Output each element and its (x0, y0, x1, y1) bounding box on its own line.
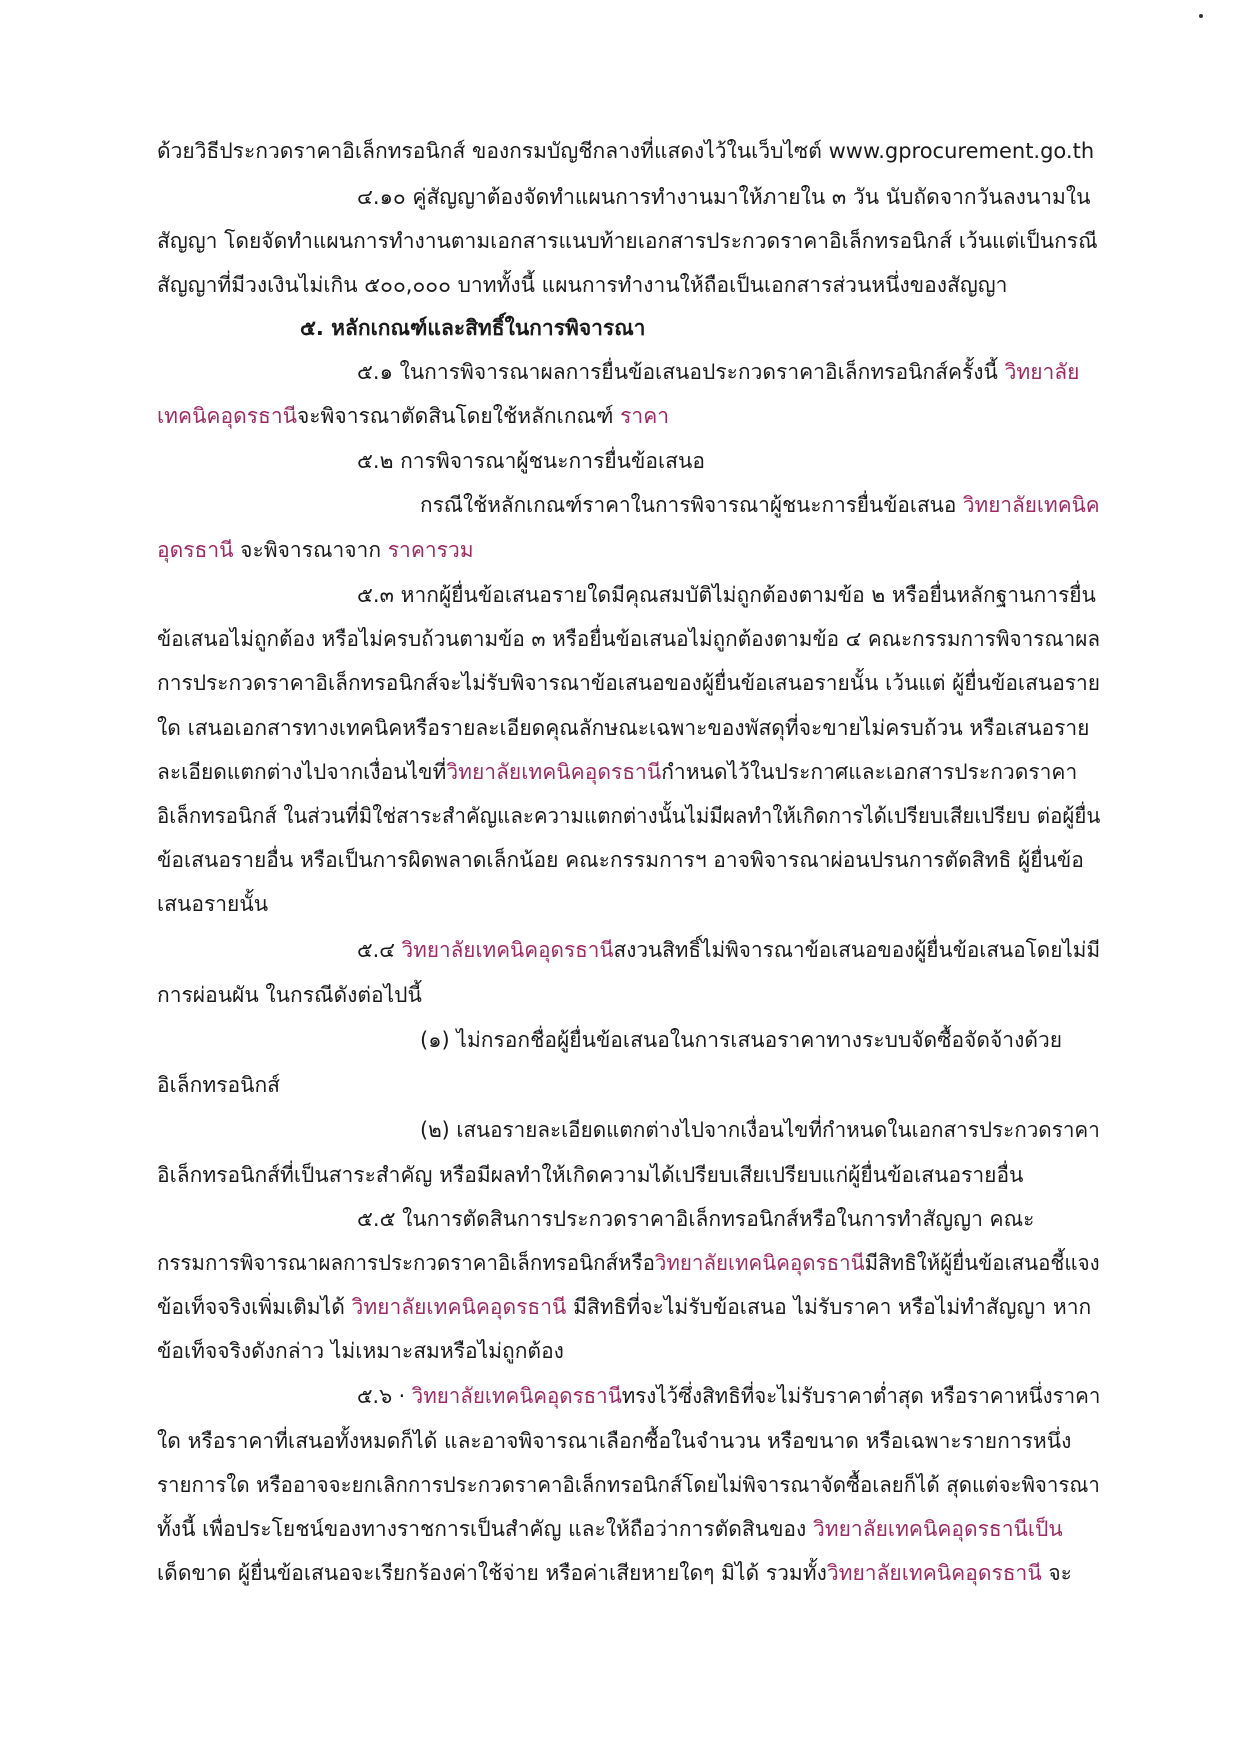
text-line: อิเล็กทรอนิกส์ที่เป็นสาระสำคัญ หรือมีผลทำให้เกิดความได้เปรียบเสียเปรียบแก่ผู้ยื่นข้อเสนอรายอื่น (157, 1163, 1024, 1187)
text-line: ใด เสนอเอกสารทางเทคนิคหรือรายละเอียดคุณลักษณะเฉพาะของพัสดุที่จะขายไม่ครบถ้วน หรือเสนอราย (157, 716, 1090, 740)
text-line: ข้อเสนอไม่ถูกต้อง หรือไม่ครบถ้วนตามข้อ ๓ หรือยื่นข้อเสนอไม่ถูกต้องตามข้อ ๔ คณะกรรมการพิจารณาผล (157, 627, 1101, 651)
clause-5-4-2: (๒) เสนอรายละเอียดแตกต่างไปจากเงื่อนไขที่กำหนดในเอกสารประกวดราคา (420, 1118, 1100, 1142)
text-line: กรณีใช้หลักเกณฑ์ราคาในการพิจารณาผู้ชนะการยื่นข้อเสนอ วิทยาลัยเทคนิค (420, 493, 1100, 517)
text-line: ทั้งนี้ เพื่อประโยชน์ของทางราชการเป็นสำคัญ และให้ถือว่าการตัดสินของ วิทยาลัยเทคนิคอุดรธานีเป็น (157, 1517, 1063, 1541)
clause-5-6: ๕.๖ · วิทยาลัยเทคนิคอุดรธานีทรงไว้ซึ่งสิทธิที่จะไม่รับราคาต่ำสุด หรือราคาหนึ่งราคา (357, 1384, 1101, 1408)
text-line: ด้วยวิธีประกวดราคาอิเล็กทรอนิกส์ ของกรมบัญชีกลางที่แสดงไว้ในเว็บไซต์ www.gprocurement.go.th (157, 139, 1095, 163)
text-line: สัญญา โดยจัดทำแผนการทำงานตามเอกสารแนบท้ายเอกสารประกวดราคาอิเล็กทรอนิกส์ เว้นแต่เป็นกรณี (157, 229, 1098, 253)
text-line: ข้อเสนอรายอื่น หรือเป็นการผิดพลาดเล็กน้อย คณะกรรมการฯ อาจพิจารณาผ่อนปรนการตัดสิทธิ ผู้ยื่นข้อ (157, 848, 1084, 872)
text-line: เสนอรายนั้น (157, 892, 269, 916)
section-5-heading: ๕. หลักเกณฑ์และสิทธิ์ในการพิจารณา (300, 316, 646, 340)
scan-speck (1199, 14, 1203, 18)
clause-5-5: ๕.๕ ในการตัดสินการประกวดราคาอิเล็กทรอนิกส์หรือในการทำสัญญา คณะ (357, 1207, 1035, 1231)
clause-5-1: ๕.๑ ในการพิจารณาผลการยื่นข้อเสนอประกวดราคาอิเล็กทรอนิกส์ครั้งนี้ วิทยาลัย (357, 360, 1080, 384)
text-line: การผ่อนผัน ในกรณีดังต่อไปนี้ (157, 983, 422, 1007)
text-line: เด็ดขาด ผู้ยื่นข้อเสนอจะเรียกร้องค่าใช้จ่าย หรือค่าเสียหายใดๆ มิได้ รวมทั้งวิทยาลัยเทคนิคอุดรธานี จะ (157, 1561, 1072, 1585)
text-line: เทคนิคอุดรธานีจะพิจารณาตัดสินโดยใช้หลักเกณฑ์ ราคา (157, 404, 670, 428)
text-line: ใด หรือราคาที่เสนอทั้งหมดก็ได้ และอาจพิจารณาเลือกซื้อในจำนวน หรือขนาด หรือเฉพาะรายการหนึ่ง (157, 1429, 1072, 1453)
clause-4-10: ๔.๑๐ คู่สัญญาต้องจัดทำแผนการทำงานมาให้ภายใน ๓ วัน นับถัดจากวันลงนามใน (357, 185, 1091, 209)
text-line: ข้อเท็จจริงดังกล่าว ไม่เหมาะสมหรือไม่ถูกต้อง (157, 1339, 564, 1363)
clause-5-4-1: (๑) ไม่กรอกชื่อผู้ยื่นข้อเสนอในการเสนอราคาทางระบบจัดซื้อจัดจ้างด้วย (420, 1028, 1063, 1052)
text-line: สัญญาที่มีวงเงินไม่เกิน ๕๐๐,๐๐๐ บาททั้งนี้ แผนการทำงานให้ถือเป็นเอกสารส่วนหนึ่งของสัญญา (157, 273, 1008, 297)
text-line: อิเล็กทรอนิกส์ ในส่วนที่มิใช่สาระสำคัญและความแตกต่างนั้นไม่มีผลทำให้เกิดการได้เปรียบเสียเปรียบ ต่อผู้ยื่น (157, 804, 1101, 828)
text-line: อิเล็กทรอนิกส์ (157, 1073, 280, 1097)
text-line: ข้อเท็จจริงเพิ่มเติมได้ วิทยาลัยเทคนิคอุดรธานี มีสิทธิที่จะไม่รับข้อเสนอ ไม่รับราคา หรือไม่ทำสัญญา หาก (157, 1295, 1092, 1319)
text-line: รายการใด หรืออาจจะยกเลิกการประกวดราคาอิเล็กทรอนิกส์โดยไม่พิจารณาจัดซื้อเลยก็ได้ สุดแต่จะพิจารณา (157, 1473, 1100, 1497)
text-line: การประกวดราคาอิเล็กทรอนิกส์จะไม่รับพิจารณาข้อเสนอของผู้ยื่นข้อเสนอรายนั้น เว้นแต่ ผู้ยื่นข้อเสนอราย (157, 671, 1101, 695)
clause-5-4: ๕.๔ วิทยาลัยเทคนิคอุดรธานีสงวนสิทธิ์ไม่พิจารณาข้อเสนอของผู้ยื่นข้อเสนอโดยไม่มี (357, 938, 1101, 962)
clause-5-2: ๕.๒ การพิจารณาผู้ชนะการยื่นข้อเสนอ (357, 449, 705, 473)
text-line: ละเอียดแตกต่างไปจากเงื่อนไขที่วิทยาลัยเทคนิคอุดรธานีกำหนดไว้ในประกาศและเอกสารประกวดราคา (157, 760, 1078, 784)
clause-5-3: ๕.๓ หากผู้ยื่นข้อเสนอรายใดมีคุณสมบัติไม่ถูกต้องตามข้อ ๒ หรือยื่นหลักฐานการยื่น (357, 583, 1096, 607)
text-line: กรรมการพิจารณาผลการประกวดราคาอิเล็กทรอนิกส์หรือวิทยาลัยเทคนิคอุดรธานีมีสิทธิให้ผู้ยื่นข้อเสนอชี้แจง (157, 1251, 1100, 1275)
text-line: อุดรธานี จะพิจารณาจาก ราคารวม (157, 538, 474, 562)
